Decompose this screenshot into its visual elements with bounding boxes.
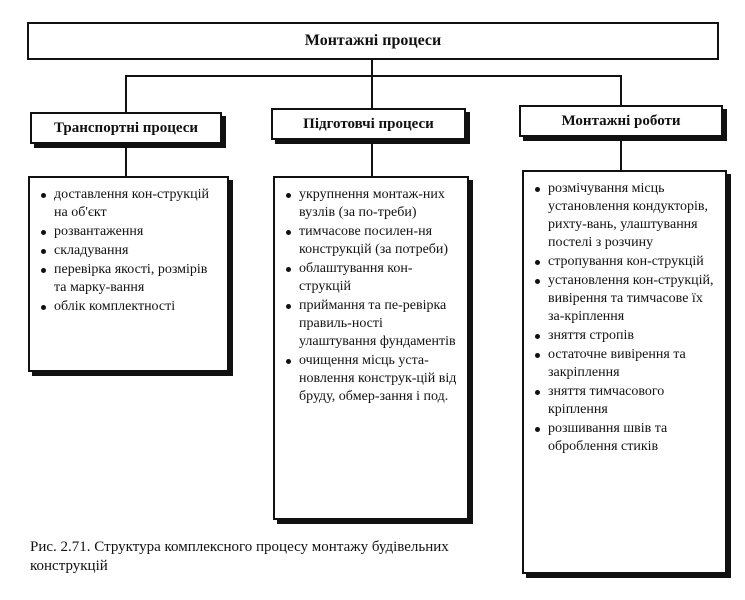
connector-cat-1	[125, 75, 127, 112]
list-transport	[28, 176, 229, 372]
list-item: очищення місць уста-новлення конструк-цій від бруду, обмер-зання і под.	[285, 352, 461, 406]
list-item: доставлення кон-струкцій на об'єкт	[40, 186, 221, 222]
list-item: зняття тимчасового кріплення	[534, 383, 719, 419]
connector-horizontal	[125, 75, 622, 77]
list-item: облік комплектності	[40, 298, 221, 316]
category-transport	[30, 112, 222, 144]
list-assembly	[522, 170, 727, 574]
connector-root-down	[371, 60, 373, 76]
list-item: установлення кон-струкцій, вивірення та тимчасове їх за-кріплення	[534, 272, 719, 326]
connector-list-2	[371, 140, 373, 176]
connector-list-1	[125, 144, 127, 176]
list-item: остаточне вивірення та закріплення	[534, 346, 719, 382]
list-item: укрупнення монтаж-них вузлів (за по-треби)	[285, 186, 461, 222]
root-node-label: Монтажні процеси	[304, 32, 442, 49]
list-item: приймання та пе-ревірка правиль-ності улаштування фундаментів	[285, 297, 461, 351]
list-item: облаштування кон-струкцій	[285, 260, 461, 296]
list-item: стропування кон-струкцій	[534, 253, 719, 271]
list-item: зняття стропів	[534, 327, 719, 345]
category-preparatory	[271, 108, 466, 140]
category-transport-label: Транспортні процеси	[53, 119, 199, 136]
list-item: розмічування місць установлення кондукторів, рихту-вань, улаштування постелі з розчину	[534, 180, 719, 252]
list-item: розшивання швів та оброблення стиків	[534, 420, 719, 456]
list-item: перевірка якості, розмірів та марку-вання	[40, 261, 221, 297]
connector-cat-2	[371, 75, 373, 108]
list-item: тимчасове посилен-ня конструкцій (за потреби)	[285, 223, 461, 259]
connector-cat-3	[620, 75, 622, 105]
category-assembly	[519, 105, 723, 137]
list-item: розвантаження	[40, 223, 221, 241]
root-node	[27, 22, 719, 60]
list-item: складування	[40, 242, 221, 260]
figure-caption: Рис. 2.71. Структура комплексного процесу монтажу будівельних конструкцій	[30, 539, 449, 574]
connector-list-3	[620, 137, 622, 170]
category-assembly-label: Монтажні роботи	[561, 112, 681, 129]
category-preparatory-label: Підготовчі процеси	[303, 115, 434, 132]
list-preparatory	[273, 176, 469, 520]
